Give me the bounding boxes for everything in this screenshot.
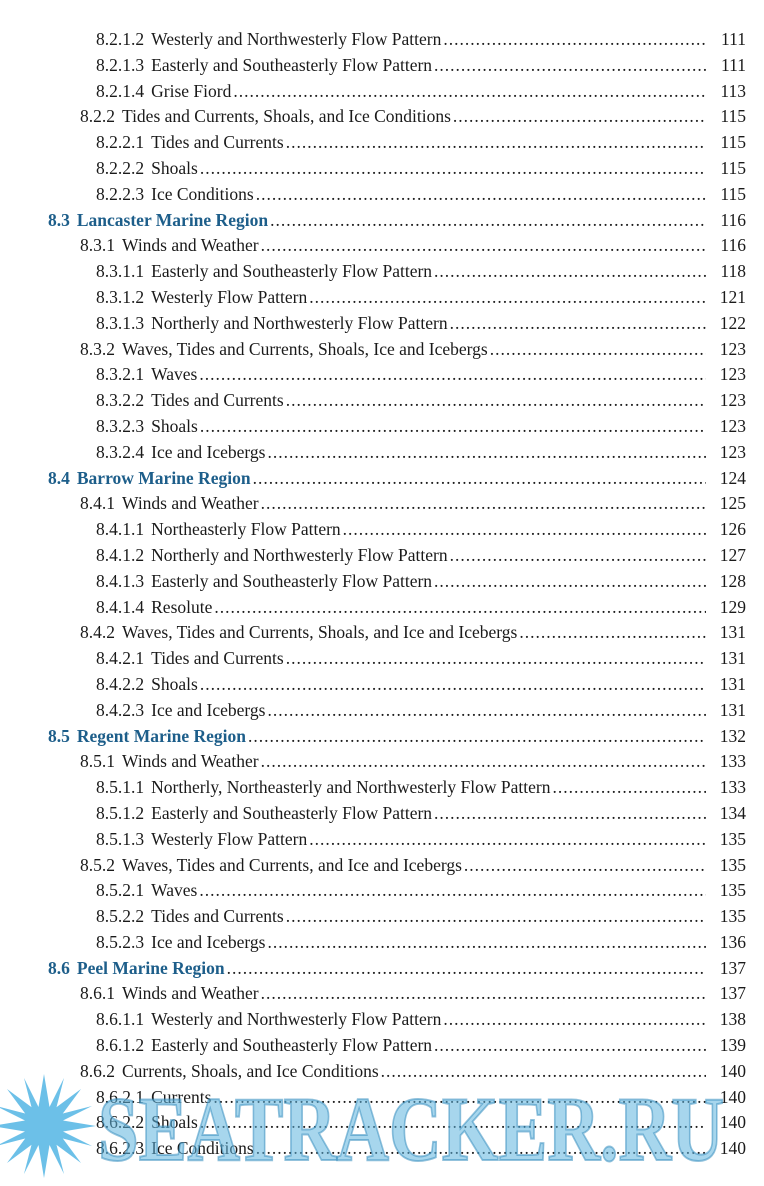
toc-entry-number: 8.2.1.3 — [96, 54, 145, 75]
dot-leader — [434, 53, 706, 79]
toc-entry-title: Resolute — [151, 596, 213, 617]
toc-entry-page-number: 123 — [719, 364, 746, 385]
toc-entry[interactable] — [0, 440, 764, 466]
toc-entry-title: Ice and Icebergs — [151, 441, 266, 462]
toc-entry-number: 8.3.1.1 — [96, 261, 145, 282]
dot-leader — [233, 79, 706, 105]
toc-entry-number: 8.2.2.1 — [96, 132, 145, 153]
toc-entry-page-number: 118 — [720, 261, 746, 282]
toc-entry-page-number: 123 — [719, 338, 746, 359]
toc-entry[interactable] — [0, 182, 764, 208]
toc-entry-number: 8.6 — [48, 957, 70, 978]
toc-entry-number: 8.4.1.4 — [96, 596, 145, 617]
dot-leader — [286, 130, 706, 156]
toc-entry-page-number: 133 — [719, 751, 746, 772]
toc-entry[interactable] — [0, 672, 764, 698]
toc-entry-title: Waves — [151, 880, 198, 901]
toc-entry-page-number: 139 — [719, 1035, 746, 1056]
toc-entry[interactable] — [0, 904, 764, 930]
toc-entry-title: Winds and Weather — [122, 983, 259, 1004]
dot-leader — [434, 1033, 706, 1059]
dot-leader — [256, 182, 706, 208]
toc-entry[interactable] — [0, 1110, 764, 1136]
toc-entry-number: 8.5.1.2 — [96, 802, 145, 823]
toc-entry[interactable] — [0, 337, 764, 363]
toc-entry-number: 8.6.1.2 — [96, 1035, 145, 1056]
toc-entry[interactable] — [0, 595, 764, 621]
toc-entry-title: Northerly and Northwesterly Flow Pattern — [151, 312, 448, 333]
toc-entry-title: Tides and Currents — [151, 906, 284, 927]
toc-entry[interactable] — [0, 233, 764, 259]
dot-leader — [453, 104, 706, 130]
toc-entry[interactable] — [0, 130, 764, 156]
toc-entry-title: Shoals — [151, 157, 198, 178]
toc-entry[interactable] — [0, 878, 764, 904]
toc-entry-title: Easterly and Southeasterly Flow Pattern — [151, 1035, 433, 1056]
toc-entry-title: Westerly Flow Pattern — [151, 286, 308, 307]
toc-entry[interactable] — [0, 27, 764, 53]
dot-leader — [286, 646, 706, 672]
toc-section-heading[interactable] — [0, 956, 764, 982]
toc-entry-page-number: 116 — [720, 209, 746, 230]
toc-entry-number: 8.2.2.3 — [96, 183, 145, 204]
toc-entry-number: 8.4 — [48, 467, 70, 488]
dot-leader — [267, 698, 706, 724]
toc-entry-number: 8.3.1.3 — [96, 312, 145, 333]
dot-leader — [200, 672, 706, 698]
toc-entry-title: Tides and Currents, Shoals, and Ice Conditions — [122, 106, 451, 127]
toc-entry-number: 8.3.2 — [80, 338, 115, 359]
toc-entry-number: 8.3.1 — [80, 235, 115, 256]
toc-entry-number: 8.5.2.3 — [96, 931, 145, 952]
toc-entry-page-number: 132 — [719, 725, 746, 746]
toc-entry-title: Westerly Flow Pattern — [151, 828, 308, 849]
toc-entry-title: Ice and Icebergs — [151, 699, 266, 720]
toc-entry-title: Currents, Shoals, and Ice Conditions — [122, 1060, 379, 1081]
toc-entry-title: Ice Conditions — [151, 1138, 254, 1159]
toc-entry-title: Tides and Currents — [151, 648, 284, 669]
toc-entry-page-number: 135 — [719, 880, 746, 901]
toc-entry[interactable] — [0, 1059, 764, 1085]
toc-entry[interactable] — [0, 801, 764, 827]
dot-leader — [552, 775, 706, 801]
toc-entry-page-number: 140 — [719, 1112, 746, 1133]
dot-leader — [199, 878, 706, 904]
toc-entry-title: Winds and Weather — [122, 235, 259, 256]
dot-leader — [270, 208, 706, 234]
dot-leader — [519, 620, 706, 646]
toc-entry[interactable] — [0, 259, 764, 285]
dot-leader — [450, 311, 706, 337]
toc-entry-number: 8.6.1 — [80, 983, 115, 1004]
toc-entry-number: 8.5.1 — [80, 751, 115, 772]
toc-entry-title: Barrow Marine Region — [76, 467, 251, 488]
toc-entry-page-number: 111 — [721, 29, 746, 49]
toc-entry-page-number: 129 — [719, 596, 746, 617]
toc-entry[interactable] — [0, 1033, 764, 1059]
toc-entry-page-number: 115 — [720, 106, 746, 127]
toc-entry-page-number: 131 — [719, 622, 746, 643]
toc-entry-title: Waves — [151, 364, 198, 385]
toc-entry-number: 8.4.2.1 — [96, 648, 145, 669]
toc-entry-page-number: 133 — [719, 777, 746, 798]
dot-leader — [443, 1007, 706, 1033]
toc-entry-title: Ice and Icebergs — [151, 931, 266, 952]
dot-leader — [464, 853, 706, 879]
toc-entry-page-number: 128 — [719, 570, 746, 591]
toc-entry-number: 8.5.2 — [80, 854, 115, 875]
toc-entry-number: 8.5.2.2 — [96, 906, 145, 927]
toc-entry-page-number: 135 — [719, 828, 746, 849]
watermark-text: SEATRACKER.RU — [98, 1078, 724, 1180]
dot-leader — [214, 595, 706, 621]
toc-entry-title: Northerly, Northeasterly and Northwesterly Flow Pattern — [151, 777, 551, 798]
toc-entry-page-number: 135 — [719, 854, 746, 875]
toc-entry-title: Ice Conditions — [151, 183, 254, 204]
toc-entry-number: 8.6.2.1 — [96, 1086, 145, 1107]
toc-entry-number: 8.4.2.3 — [96, 699, 145, 720]
toc-entry[interactable] — [0, 362, 764, 388]
toc-entry-number: 8.4.1.1 — [96, 519, 145, 540]
toc-entry-title: Currents — [151, 1086, 212, 1107]
dot-leader — [256, 1136, 706, 1162]
toc-entry-title: Tides and Currents — [151, 390, 284, 411]
toc-entry-number: 8.6.2.3 — [96, 1138, 145, 1159]
toc-entry-title: Peel Marine Region — [76, 957, 225, 978]
dot-leader — [309, 285, 706, 311]
dot-leader — [227, 956, 706, 982]
toc-entry-page-number: 116 — [720, 235, 746, 256]
toc-entry-page-number: 115 — [720, 157, 746, 178]
toc-entry-page-number: 125 — [719, 493, 746, 514]
dot-leader — [200, 1110, 706, 1136]
dot-leader — [199, 362, 706, 388]
toc-entry-title: Easterly and Southeasterly Flow Pattern — [151, 261, 433, 282]
toc-entry-page-number: 115 — [720, 183, 746, 204]
toc-entry[interactable] — [0, 53, 764, 79]
toc-entry-number: 8.4.2 — [80, 622, 115, 643]
toc-entry-page-number: 122 — [719, 312, 746, 333]
dot-leader — [267, 930, 706, 956]
toc-entry-page-number: 127 — [719, 544, 746, 565]
dot-leader — [261, 981, 706, 1007]
toc-entry[interactable] — [0, 981, 764, 1007]
toc-section-heading[interactable] — [0, 208, 764, 234]
toc-entry-page-number: 121 — [719, 286, 746, 307]
dot-leader — [450, 543, 706, 569]
toc-entry-number: 8.4.1.2 — [96, 544, 145, 565]
toc-entry-number: 8.3.2.2 — [96, 390, 145, 411]
toc-entry-page-number: 123 — [719, 390, 746, 411]
dot-leader — [381, 1059, 706, 1085]
toc-entry-number: 8.3.2.4 — [96, 441, 145, 462]
toc-entry-page-number: 131 — [719, 673, 746, 694]
toc-entry-number: 8.4.2.2 — [96, 673, 145, 694]
toc-entry[interactable] — [0, 698, 764, 724]
toc-entry-number: 8.2.1.2 — [96, 29, 145, 49]
toc-entry[interactable] — [0, 517, 764, 543]
toc-entry-title: Easterly and Southeasterly Flow Pattern — [151, 802, 433, 823]
toc-entry-number: 8.6.2 — [80, 1060, 115, 1081]
dot-leader — [200, 156, 706, 182]
toc-entry[interactable] — [0, 749, 764, 775]
toc-entry-title: Winds and Weather — [122, 493, 259, 514]
toc-entry-title: Shoals — [151, 415, 198, 436]
toc-entry-page-number: 111 — [721, 54, 746, 75]
dot-leader — [261, 233, 706, 259]
toc-entry-number: 8.5.1.3 — [96, 828, 145, 849]
toc-entry-title: Winds and Weather — [122, 751, 259, 772]
toc-entry[interactable] — [0, 646, 764, 672]
dot-leader — [490, 337, 706, 363]
toc-entry[interactable] — [0, 620, 764, 646]
toc-entry-page-number: 131 — [719, 648, 746, 669]
toc-entry[interactable] — [0, 853, 764, 879]
dot-leader — [434, 259, 706, 285]
dot-leader — [286, 388, 706, 414]
toc-entry-title: Easterly and Southeasterly Flow Pattern — [151, 570, 433, 591]
toc-entry-page-number: 140 — [719, 1086, 746, 1107]
toc-entry-page-number: 113 — [720, 80, 746, 101]
dot-leader — [213, 1085, 706, 1111]
toc-entry[interactable] — [0, 311, 764, 337]
toc-entry-page-number: 140 — [719, 1060, 746, 1081]
toc-entry-title: Waves, Tides and Currents, and Ice and Icebergs — [122, 854, 462, 875]
dot-leader — [267, 440, 706, 466]
toc-entry-page-number: 136 — [719, 931, 746, 952]
toc-section-heading[interactable] — [0, 724, 764, 750]
toc-entry-title: Northerly and Northwesterly Flow Pattern — [151, 544, 448, 565]
toc-entry-number: 8.2.1.4 — [96, 80, 145, 101]
dot-leader — [286, 904, 706, 930]
toc-entry[interactable] — [0, 414, 764, 440]
toc-entry-title: Shoals — [151, 1112, 198, 1133]
dot-leader — [434, 569, 706, 595]
toc-entry-page-number: 124 — [719, 467, 746, 488]
toc-entry-title: Lancaster Marine Region — [76, 209, 269, 230]
toc-entry[interactable] — [0, 1136, 764, 1162]
toc-entry[interactable] — [0, 104, 764, 130]
toc-entry-page-number: 140 — [719, 1138, 746, 1159]
toc-entry-number: 8.5.1.1 — [96, 777, 145, 798]
toc-entry-number: 8.2.2 — [80, 106, 115, 127]
dot-leader — [248, 724, 706, 750]
dot-leader — [309, 827, 706, 853]
toc-entry-page-number: 138 — [719, 1009, 746, 1030]
toc-entry[interactable] — [0, 827, 764, 853]
toc-entry-number: 8.3.2.3 — [96, 415, 145, 436]
toc-entry-title: Westerly and Northwesterly Flow Pattern — [151, 29, 442, 49]
toc-entry[interactable] — [0, 285, 764, 311]
toc-entry-page-number: 123 — [719, 441, 746, 462]
toc-entry-number: 8.5 — [48, 725, 70, 746]
toc-section-heading[interactable] — [0, 466, 764, 492]
toc-entry[interactable] — [0, 930, 764, 956]
toc-entry-title: Northeasterly Flow Pattern — [151, 519, 341, 540]
toc-entry-number: 8.6.2.2 — [96, 1112, 145, 1133]
dot-leader — [200, 414, 706, 440]
toc-entry-title: Shoals — [151, 673, 198, 694]
toc-entry-number: 8.3.1.2 — [96, 286, 145, 307]
toc-entry-number: 8.6.1.1 — [96, 1009, 145, 1030]
toc-entry-number: 8.3.2.1 — [96, 364, 145, 385]
dot-leader — [253, 466, 706, 492]
toc-entry[interactable] — [0, 388, 764, 414]
toc-entry-number: 8.3 — [48, 209, 70, 230]
toc-entry-page-number: 137 — [719, 983, 746, 1004]
toc-entry-title: Regent Marine Region — [76, 725, 247, 746]
toc-entry-title: Waves, Tides and Currents, Shoals, and Ice and Icebergs — [122, 622, 518, 643]
toc-entry-page-number: 115 — [720, 132, 746, 153]
toc-entry-page-number: 135 — [719, 906, 746, 927]
dot-leader — [343, 517, 706, 543]
toc-entry-title: Tides and Currents — [151, 132, 284, 153]
dot-leader — [261, 749, 706, 775]
dot-leader — [261, 491, 706, 517]
toc-entry-page-number: 134 — [719, 802, 746, 823]
toc-entry-title: Grise Fiord — [151, 80, 232, 101]
toc-entry-number: 8.5.2.1 — [96, 880, 145, 901]
toc-entry-title: Easterly and Southeasterly Flow Pattern — [151, 54, 433, 75]
table-of-contents — [0, 27, 764, 1162]
dot-leader — [443, 27, 706, 53]
toc-entry-title: Waves, Tides and Currents, Shoals, Ice and Icebergs — [122, 338, 488, 359]
toc-entry[interactable] — [0, 1007, 764, 1033]
toc-entry[interactable] — [0, 491, 764, 517]
toc-entry[interactable] — [0, 79, 764, 105]
toc-entry[interactable] — [0, 156, 764, 182]
dot-leader — [434, 801, 706, 827]
toc-entry[interactable] — [0, 1085, 764, 1111]
toc-entry-number: 8.4.1.3 — [96, 570, 145, 591]
toc-entry[interactable] — [0, 543, 764, 569]
toc-entry-page-number: 126 — [719, 519, 746, 540]
toc-entry-page-number: 131 — [719, 699, 746, 720]
toc-entry-number: 8.4.1 — [80, 493, 115, 514]
toc-entry[interactable] — [0, 569, 764, 595]
toc-entry-page-number: 123 — [719, 415, 746, 436]
toc-entry-title: Westerly and Northwesterly Flow Pattern — [151, 1009, 442, 1030]
toc-entry[interactable] — [0, 775, 764, 801]
toc-entry-page-number: 137 — [719, 957, 746, 978]
toc-entry-number: 8.2.2.2 — [96, 157, 145, 178]
